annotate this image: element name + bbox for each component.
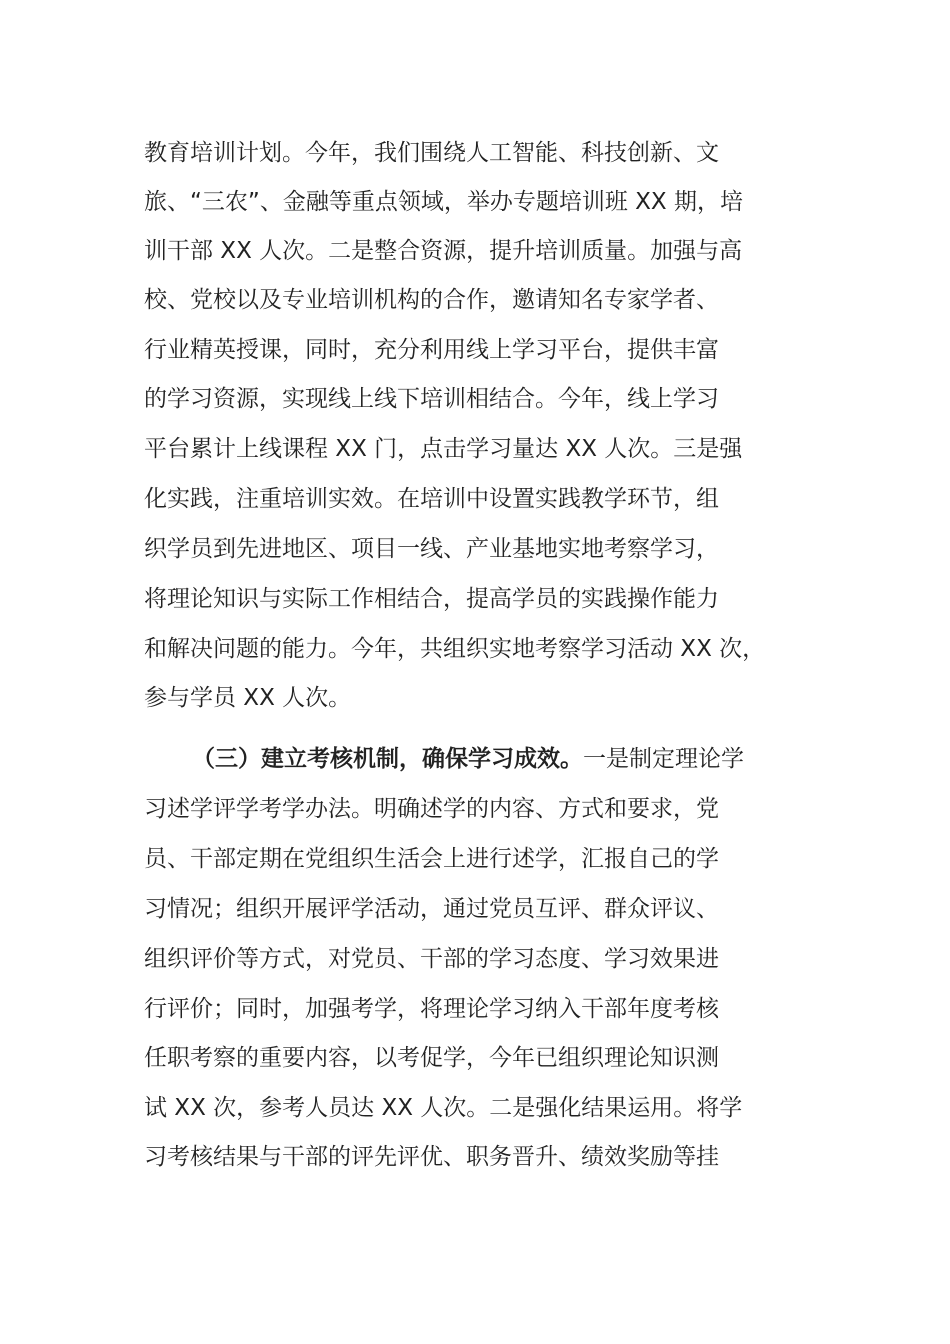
paragraph-2-line-4: 习情况；组织开展评学活动，通过党员互评、群众评议、	[144, 896, 719, 922]
paragraph-1-line-7: 平台累计上线课程 XX 门，点击学习量达 XX 人次。三是强	[144, 436, 743, 462]
section-heading-continuation: 一是制定理论学	[583, 746, 744, 772]
paragraph-2-line-9: 习考核结果与干部的评先评优、职务晋升、绩效奖励等挂	[144, 1144, 719, 1170]
paragraph-1-line-4: 校、党校以及专业培训机构的合作，邀请知名专家学者、	[144, 287, 719, 313]
paragraph-1-line-5: 行业精英授课，同时，充分利用线上学习平台，提供丰富	[144, 337, 719, 363]
paragraph-2-first-line	[192, 744, 744, 774]
paragraph-1-line-3: 训干部 XX 人次。二是整合资源，提升培训质量。加强与高	[144, 238, 743, 264]
paragraph-1-line-12: 参与学员 XX 人次。	[144, 685, 352, 711]
paragraph-2-line-8: 试 XX 次，参考人员达 XX 人次。二是强化结果运用。将学	[144, 1095, 743, 1121]
paragraph-1-line-2: 旅、“三农”、金融等重点领域，举办专题培训班 XX 期，培	[144, 189, 743, 215]
paragraph-1-line-6: 的学习资源，实现线上线下培训相结合。今年，线上学习	[144, 386, 719, 412]
paragraph-2-line-2: 习述学评学考学办法。明确述学的内容、方式和要求，党	[144, 796, 719, 822]
section-heading: （三）建立考核机制，确保学习成效。	[192, 746, 583, 772]
paragraph-2-line-6: 行评价；同时，加强考学，将理论学习纳入干部年度考核	[144, 996, 719, 1022]
paragraph-1-line-1: 教育培训计划。今年，我们围绕人工智能、科技创新、文	[144, 140, 719, 166]
paragraph-1-line-8: 化实践，注重培训实效。在培训中设置实践教学环节，组	[144, 486, 719, 512]
paragraph-1-line-11: 和解决问题的能力。今年，共组织实地考察学习活动 XX 次，	[144, 636, 766, 662]
paragraph-1-line-9: 织学员到先进地区、项目一线、产业基地实地考察学习，	[144, 536, 719, 562]
paragraph-2-line-3: 员、干部定期在党组织生活会上进行述学，汇报自己的学	[144, 846, 719, 872]
paragraph-2-line-5: 组织评价等方式，对党员、干部的学习态度、学习效果进	[144, 946, 719, 972]
paragraph-2-line-7: 任职考察的重要内容，以考促学，今年已组织理论知识测	[144, 1045, 719, 1071]
paragraph-1-line-10: 将理论知识与实际工作相结合，提高学员的实践操作能力	[144, 586, 719, 612]
